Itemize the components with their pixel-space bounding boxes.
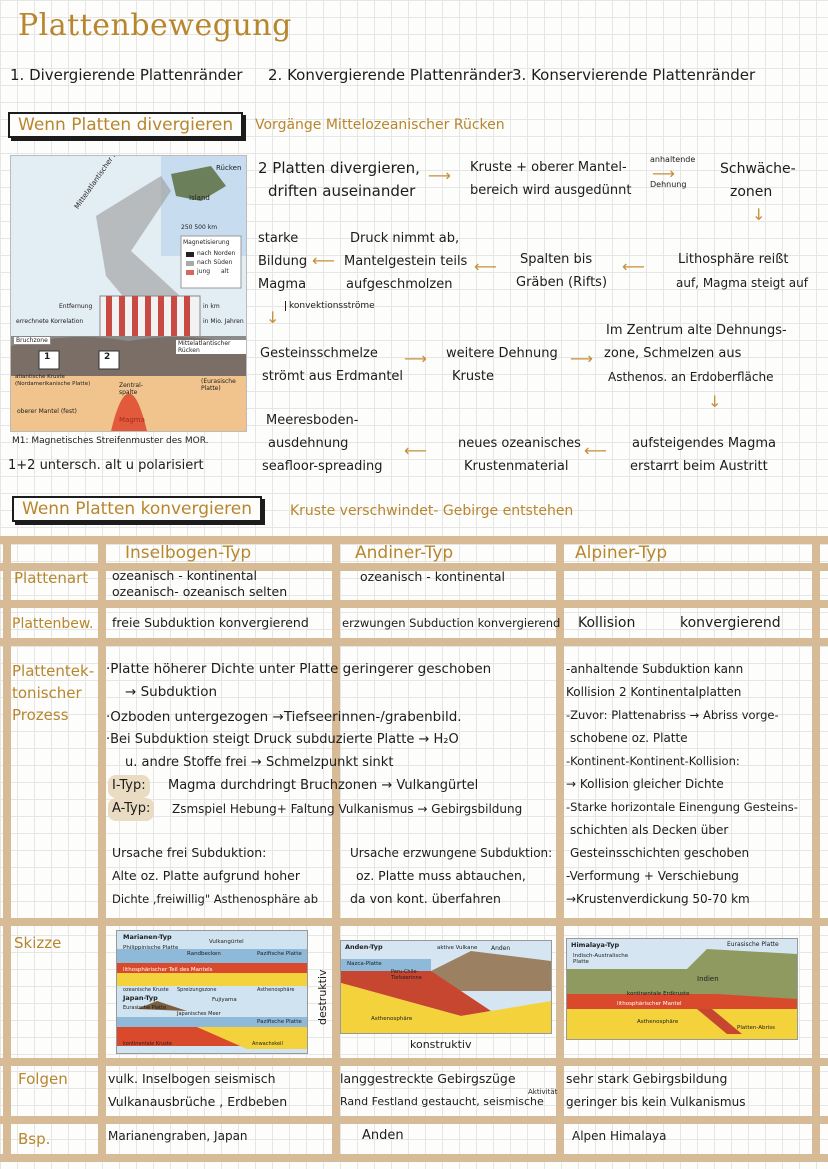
prozess-r9: Gesteinsschichten geschoben (570, 846, 750, 860)
table-rule (812, 536, 820, 1162)
sketch-a-kont: kontinentale Kruste (123, 1041, 172, 1047)
flow-s3-below: Dehnung (650, 180, 687, 189)
prozess-l6: Magma durchdringt Bruchzonen → Vulkangürtel (168, 778, 479, 793)
sketch-c-kont: kontinentale Erdkruste (627, 991, 690, 997)
row-label-plattenbew: Plattenbew. (12, 616, 94, 632)
marker-1: 1 (44, 352, 51, 362)
sketch-a-spreizung: Spreizungszone (177, 987, 217, 993)
plattenbew-c3a: Kollision (578, 615, 636, 631)
prozess-l7-tag: A-Typ: (108, 798, 154, 821)
sketch-inselbogen (116, 930, 308, 1054)
arrow-icon: ⟶ (652, 164, 675, 183)
flow-s7c: aufgeschmolzen (346, 277, 453, 292)
row-label-prozess-1: Plattentek- (12, 662, 95, 680)
skizze-destruktiv: destruktiv (316, 969, 329, 1025)
flow-s1b: driften auseinander (268, 182, 416, 200)
legend-north: nach Norden (197, 250, 236, 257)
plattenart-c2: ozeanisch - kontinental (360, 569, 506, 584)
row-label-prozess-2: tonischer (12, 684, 82, 702)
prozess-r5: -Kontinent-Kontinent-Kollision: (566, 754, 740, 768)
label-mantel: oberer Mantel (fest) (17, 408, 77, 415)
sketch-a-ozean: ozeanische Kruste (123, 987, 169, 993)
prozess-l4: ·Bei Subduktion steigt Druck subduzierte Platte → H₂O (106, 732, 459, 747)
folgen-c2a: langgestreckte Gebirgszüge (340, 1071, 516, 1086)
sketch-andiner (340, 940, 552, 1034)
subtitle-item-3: 3. Konservierende Plattenränder (512, 66, 756, 84)
arrow-left-icon: ⟵ (584, 441, 607, 460)
label-zentralspalte: Zentral-spalte (119, 382, 143, 396)
flow-s12: Im Zentrum alte Dehnungs- (606, 323, 787, 338)
col-header-inselbogen: Inselbogen-Typ (125, 543, 252, 563)
sketch-c-indien: Indien (697, 975, 719, 983)
flow-s6: Spalten bis (520, 252, 593, 267)
label-korrelation: errechnete Korrelation (16, 318, 84, 325)
bsp-c1: Marianengraben, Japan (108, 1129, 248, 1143)
figure-caption: M1: Magnetisches Streifenmuster des MOR. (12, 436, 209, 446)
plattenbew-c1: freie Subduktion konvergierend (112, 615, 309, 630)
convergence-note: Kruste verschwindet- Gebirge entstehen (290, 503, 574, 519)
plattenbew-c3b: konvergierend (680, 615, 781, 631)
arrow-down-icon: ↓ (708, 392, 722, 411)
folgen-c3a: sehr stark Gebirgsbildung (566, 1071, 728, 1086)
legend-south: nach Süden (197, 259, 233, 266)
row-label-bsp: Bsp. (18, 1130, 51, 1148)
prozess-r2: Kollision 2 Kontinentalplatten (566, 685, 742, 699)
table-rule (0, 638, 828, 646)
sketch-a-fuji: Fujiyama (212, 997, 237, 1003)
prozess-u2a: Ursache erzwungene Subduktion: (350, 846, 553, 860)
sketch-a-aw: Anwachskeil (252, 1041, 283, 1047)
flow-s2: Kruste + oberer Mantel- (470, 160, 627, 175)
prozess-l1: ·Platte höherer Dichte unter Platte geringerer geschoben (106, 661, 492, 677)
unit-years: in Mio. Jahren (203, 318, 244, 325)
subtitle-item-2: 2. Konvergierende Plattenränder (268, 66, 513, 84)
flow-s8c: Magma (258, 277, 307, 292)
convergence-heading: Wenn Platten konvergieren (12, 496, 262, 522)
label-island: Island (189, 194, 210, 202)
sketch-a-pac2: Pazifische Platte (257, 1019, 302, 1025)
sketch-b-title: Anden-Typ (345, 943, 383, 951)
plattenbew-c2: erzwungen Subduction konvergierend (342, 616, 561, 630)
prozess-l5: u. andre Stoffe frei → Schmelzpunkt sinkt (125, 755, 394, 770)
flow-s14: neues ozeanisches (458, 436, 581, 451)
mor-figure (10, 155, 247, 432)
flow-s15b: ausdehnung (268, 436, 349, 451)
label-bruchzone: Bruchzone (13, 336, 51, 345)
flow-s10b: strömt aus Erdmantel (262, 369, 404, 384)
row-label-folgen: Folgen (18, 1070, 68, 1088)
prozess-u1a: Ursache frei Subduktion: (112, 845, 267, 860)
flow-s1: 2 Platten divergieren, (258, 159, 420, 177)
row-label-plattenart: Plattenart (14, 569, 89, 587)
arrow-left-icon: ⟵ (474, 257, 497, 276)
prozess-r6: → Kollision gleicher Dichte (566, 777, 724, 791)
table-rule (3, 536, 11, 1162)
sketch-b-nazca: Nazca-Platte (347, 961, 382, 967)
arrow-right-icon: ⟶ (404, 349, 427, 368)
prozess-l7: Zsmspiel Hebung+ Faltung Vulkanismus → Gebirgsbildung (172, 802, 523, 816)
prozess-r1: -anhaltende Subduktion kann (566, 662, 744, 676)
flow-s7b: Mantelgestein teils (344, 254, 468, 269)
sketch-b-anden: Anden (491, 945, 511, 952)
prozess-r11: →Krustenverdickung 50-70 km (566, 892, 750, 906)
flow-s11b: Kruste (452, 369, 494, 384)
sketch-b-astheno: Asthenosphäre (371, 1016, 413, 1022)
label-ruecken: Rücken (216, 164, 242, 172)
flow-s12c: Asthenos. an Erdoberfläche (608, 370, 774, 384)
sketch-c-eura: Eurasische Platte (727, 941, 779, 948)
sketch-a-jmeer: Japanisches Meer (177, 1011, 221, 1017)
legend-young: jung (197, 268, 211, 275)
flow-s8b: Bildung (258, 254, 308, 269)
sketch-c-abriss: Platten-Abriss (737, 1025, 776, 1031)
prozess-u2c: da von kont. überfahren (350, 891, 501, 906)
sketch-a-japan: Japan-Typ (123, 994, 158, 1002)
flow-s8: starke (258, 231, 299, 246)
arrow-down-icon: ↓ (752, 205, 766, 224)
prozess-l3: ·Ozboden untergezogen →Tiefseerinnen-/grabenbild. (106, 709, 462, 725)
prozess-u2b: oz. Platte muss abtauchen, (356, 868, 526, 883)
col-header-andiner: Andiner-Typ (355, 543, 454, 563)
sketch-a-astheno: Asthenosphäre (257, 987, 295, 993)
prozess-r8: schichten als Decken über (570, 823, 729, 837)
sketch-c-indo: Indisch-Australische Platte (573, 953, 629, 965)
prozess-u1b: Alte oz. Platte aufgrund hoher (112, 868, 301, 883)
arrow-left-icon: ⟵ (312, 251, 335, 270)
sketch-a-pazifisch: Pazifische Platte (257, 951, 302, 957)
marker-2: 2 (104, 352, 111, 362)
table-rule (0, 918, 828, 926)
prozess-r4: schobene oz. Platte (570, 731, 688, 745)
label-entfernung: Entfernung (59, 303, 93, 310)
prozess-r10: -Verformung + Verschiebung (566, 869, 739, 883)
label-scale: 250 500 km (181, 224, 218, 231)
flow-s4: Schwäche- (720, 161, 796, 177)
sketch-c-lith: lithosphärischer Mantel (617, 1001, 682, 1007)
arrow-right-icon: ⟶ (570, 349, 593, 368)
row-label-prozess-3: Prozess (12, 706, 69, 724)
flow-s2b: bereich wird ausgedünnt (470, 183, 632, 198)
sketch-a-vulkan: Vulkangürtel (209, 939, 244, 945)
folgen-c3b: geringer bis kein Vulkanismus (566, 1095, 746, 1109)
prozess-r7: -Starke horizontale Einengung Gesteins- (566, 800, 798, 814)
flow-s5: Lithosphäre reißt (678, 252, 789, 267)
flow-s13b: erstarrt beim Austritt (630, 459, 768, 474)
sketch-alpiner (566, 938, 798, 1040)
divergence-heading: Wenn Platten divergieren (8, 112, 243, 138)
flow-s12b: zone, Schmelzen aus (604, 346, 742, 361)
col-header-alpiner: Alpiner-Typ (575, 543, 668, 563)
sketch-a-rand: Randbecken (187, 951, 221, 957)
label-mar: Mittelatlantischer Rücken (176, 340, 246, 354)
flow-s15: Meeresboden- (266, 413, 359, 428)
flow-s5b: auf, Magma steigt auf (676, 276, 808, 290)
label-magma: Magma (119, 416, 145, 424)
skizze-konstruktiv: konstruktiv (410, 1038, 472, 1051)
table-rule (0, 1058, 828, 1066)
prozess-u1c: Dichte ,freiwillig" Asthenosphäre ab (112, 892, 319, 906)
arrow-down-icon: ↓ (266, 308, 280, 327)
folgen-c1a: vulk. Inselbogen seismisch (108, 1071, 276, 1086)
unit-km: in km (203, 303, 220, 310)
figure-note: 1+2 untersch. alt u polarisiert (8, 458, 204, 473)
sketch-c-astheno: Asthenosphäre (637, 1019, 679, 1025)
flow-s10: Gesteinsschmelze (260, 346, 378, 361)
page-title: Plattenbewegung (18, 8, 292, 43)
flow-s7: Druck nimmt ab, (350, 231, 460, 246)
prozess-r3: -Zuvor: Plattenabriss → Abriss vorge- (566, 708, 779, 722)
bsp-c3: Alpen Himalaya (572, 1129, 667, 1143)
label-kruste: atlantische Kruste (Nordamerikanische Platte) (15, 374, 91, 387)
flow-s3-above: anhaltende (650, 155, 696, 164)
arrow-left-icon: ⟵ (622, 257, 645, 276)
arrow-icon: ⟶ (428, 166, 451, 185)
folgen-c2c: Aktivität (528, 1088, 558, 1096)
table-rule (0, 600, 828, 608)
table-rule (0, 1116, 828, 1124)
subtitle-item-1: 1. Divergierende Plattenränder (10, 66, 243, 84)
folgen-c1b: Vulkanausbrüche , Erdbeben (108, 1094, 288, 1109)
table-rule (0, 1154, 828, 1162)
row-label-skizze: Skizze (14, 934, 62, 952)
table-rule (98, 536, 106, 1162)
bsp-c2: Anden (362, 1128, 404, 1143)
folgen-c2b: Rand Festland gestaucht, seismische (340, 1095, 544, 1108)
legend-old: alt (221, 268, 229, 275)
flow-s6b: Gräben (Rifts) (516, 275, 608, 290)
flow-s15c: seafloor-spreading (262, 459, 383, 474)
sketch-a-philippin: Philippinische Platte (123, 945, 179, 951)
table-rule (332, 536, 340, 1162)
sketch-b-peru: Peru-Chile-Tiefseerinne (391, 969, 422, 981)
sketch-a-eura: Eurasische Platte (123, 1005, 167, 1011)
flow-s4b: zonen (730, 184, 773, 200)
arrow-left-icon: ⟵ (404, 441, 427, 460)
divergence-note: Vorgänge Mittelozeanischer Rücken (255, 117, 505, 133)
flow-s9: konvektionsströme (285, 301, 375, 311)
sketch-a-title: Marianen-Typ (123, 933, 172, 941)
flow-s11: weitere Dehnung (446, 346, 558, 361)
sketch-c-title: Himalaya-Typ (571, 941, 620, 949)
sketch-a-lithosphaere: lithosphärischer Teil des Mantels (123, 967, 213, 973)
flow-s13: aufsteigendes Magma (632, 436, 776, 451)
sketch-b-aktiv: aktive Vulkane (437, 945, 478, 951)
label-eurasian: (Eurasische Platte) (201, 378, 236, 392)
flow-s14b: Krustenmaterial (464, 459, 569, 474)
prozess-l6-tag: I-Typ: (108, 775, 150, 798)
legend-title: Magnetisierung (183, 239, 230, 246)
plattenart-c1a: ozeanisch - kontinental (112, 568, 258, 583)
plattenart-c1b: ozeanisch- ozeanisch selten (112, 584, 288, 599)
prozess-l2: → Subduktion (125, 684, 218, 700)
